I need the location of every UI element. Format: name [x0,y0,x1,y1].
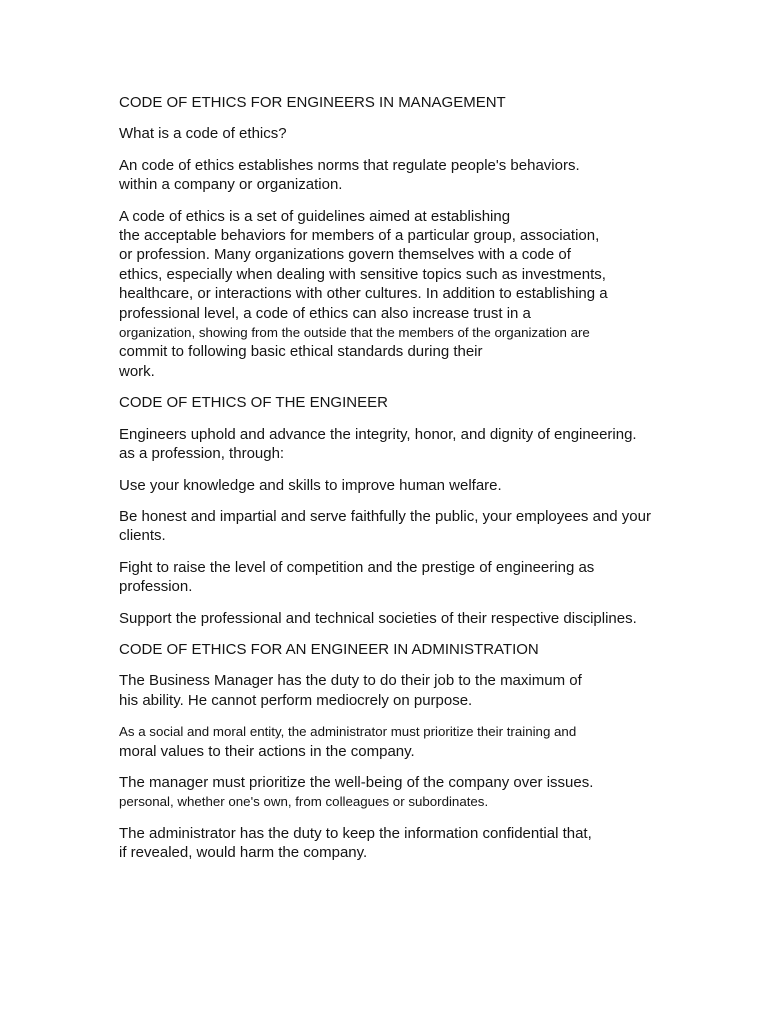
text-line: organization, showing from the outside that the members of the organization are [119,325,590,341]
paragraph [119,425,679,464]
paragraph [119,156,679,195]
text-line: or profession. Many organizations govern themselves with a code of [119,246,571,264]
text-line: A code of ethics is a set of guidelines aimed at establishing [119,207,511,225]
text-line: Use your knowledge and skills to improve human welfare. [119,476,502,494]
text-line: ethics, especially when dealing with sensitive topics such as investments, [119,265,606,283]
text-line: healthcare, or interactions with other cultures. In addition to establishing a [119,285,608,303]
text-line: within a company or organization. [119,176,343,194]
text-line: The administrator has the duty to keep the information confidential that, [119,824,592,842]
text-line: CODE OF ETHICS FOR ENGINEERS IN MANAGEMENT [119,94,506,111]
paragraph [119,507,679,546]
paragraph [119,93,679,112]
text-line: his ability. He cannot perform mediocrely on purpose. [119,691,473,709]
paragraph [119,609,679,628]
text-line: work. [119,362,155,380]
paragraph [119,640,679,659]
text-line: As a social and moral entity, the administrator must prioritize their training and [119,724,577,740]
paragraph [119,476,679,495]
paragraph [119,393,679,412]
text-line: What is a code of ethics? [119,125,287,143]
text-line: as a profession, through: [119,445,285,463]
text-line: The Business Manager has the duty to do their job to the maximum of [119,672,582,690]
text-line: profession. [119,578,193,596]
paragraph [119,124,679,143]
paragraph [119,671,679,710]
text-line: clients. [119,527,166,545]
text-line: CODE OF ETHICS FOR AN ENGINEER IN ADMINISTRATION [119,640,539,658]
text-line: if revealed, would harm the company. [119,844,368,862]
text-line: moral values to their actions in the company. [119,742,415,760]
text-line: Fight to raise the level of competition and the prestige of engineering as [119,558,595,576]
text-line: Be honest and impartial and serve faithfully the public, your employees and your [119,507,651,525]
document-body [119,93,679,875]
paragraph [119,824,679,863]
paragraph [119,207,679,382]
text-line: Support the professional and technical societies of their respective disciplines. [119,609,637,627]
text-line: Engineers uphold and advance the integrity, honor, and dignity of engineering. [119,425,637,443]
text-line: The manager must prioritize the well-being of the company over issues. [119,773,594,791]
text-line: professional level, a code of ethics can also increase trust in a [119,304,531,322]
text-line: An code of ethics establishes norms that regulate people's behaviors. [119,156,580,174]
text-line: personal, whether one's own, from colleagues or subordinates. [119,794,489,810]
paragraph [119,558,679,597]
text-line: commit to following basic ethical standards during their [119,343,483,361]
text-line: CODE OF ETHICS OF THE ENGINEER [119,394,388,412]
text-line: the acceptable behaviors for members of a particular group, association, [119,227,600,245]
paragraph [119,722,679,761]
paragraph [119,773,679,812]
